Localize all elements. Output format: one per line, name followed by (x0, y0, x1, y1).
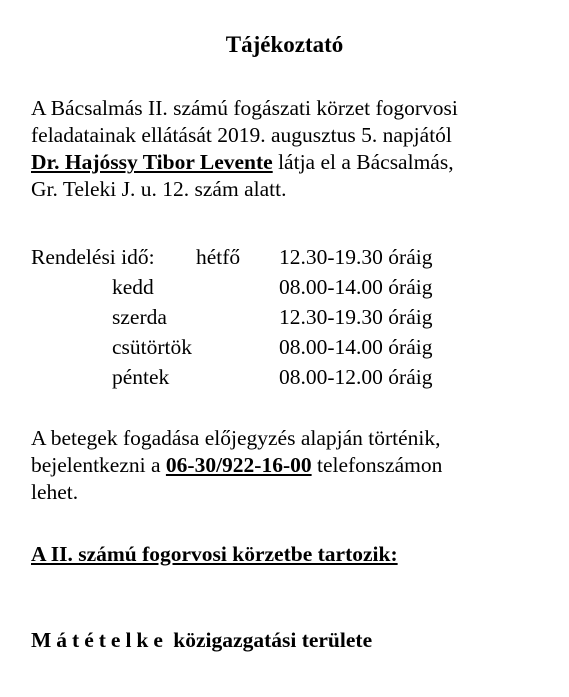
booking-line-3: lehet. (31, 480, 79, 504)
district-area-name: Mátételke (31, 628, 168, 652)
booking-line-1: A betegek fogadása előjegyzés alapján történik, (31, 426, 441, 450)
schedule-day: péntek (112, 365, 170, 389)
booking-line-2 (31, 452, 556, 479)
office-hours (31, 244, 551, 394)
booking-line-2-post: telefonszámon (311, 453, 443, 477)
schedule-label: Rendelési idő: (31, 245, 155, 269)
schedule-time: 08.00-14.00 óráig (279, 335, 433, 359)
schedule-row (31, 304, 551, 334)
phone-number: 06-30/922-16-00 (165, 453, 312, 477)
intro-line-1: A Bácsalmás II. számú fogászati körzet fogorvosi (31, 96, 458, 120)
booking-line-2-pre: bejelentkezni a (31, 453, 166, 477)
schedule-time: 08.00-14.00 óráig (279, 275, 433, 299)
schedule-day: hétfő (196, 245, 241, 269)
schedule-day: csütörtök (112, 335, 193, 359)
intro-line-3-rest: látja el a Bácsalmás, (272, 150, 454, 174)
schedule-row (31, 244, 551, 274)
intro-line-2: feladatainak ellátását 2019. augusztus 5. napjától (31, 123, 452, 147)
district-area (31, 627, 372, 653)
page-title: Tájékoztató (225, 32, 344, 57)
schedule-time: 12.30-19.30 óráig (279, 305, 433, 329)
schedule-row (31, 274, 551, 304)
intro-paragraph (31, 95, 556, 203)
district-area-rest: közigazgatási területe (167, 628, 373, 652)
schedule-row (31, 334, 551, 364)
booking-paragraph (31, 425, 556, 506)
intro-line-4: Gr. Teleki J. u. 12. szám alatt. (31, 177, 287, 201)
doctor-name: Dr. Hajóssy Tibor Levente (31, 150, 273, 174)
intro-line-3 (31, 149, 556, 176)
schedule-day: kedd (112, 275, 154, 299)
schedule-time: 08.00-12.00 óráig (279, 365, 433, 389)
district-heading: A II. számú fogorvosi körzetbe tartozik: (31, 542, 398, 566)
schedule-row (31, 364, 551, 394)
schedule-time: 12.30-19.30 óráig (279, 245, 433, 269)
schedule-day: szerda (112, 305, 167, 329)
